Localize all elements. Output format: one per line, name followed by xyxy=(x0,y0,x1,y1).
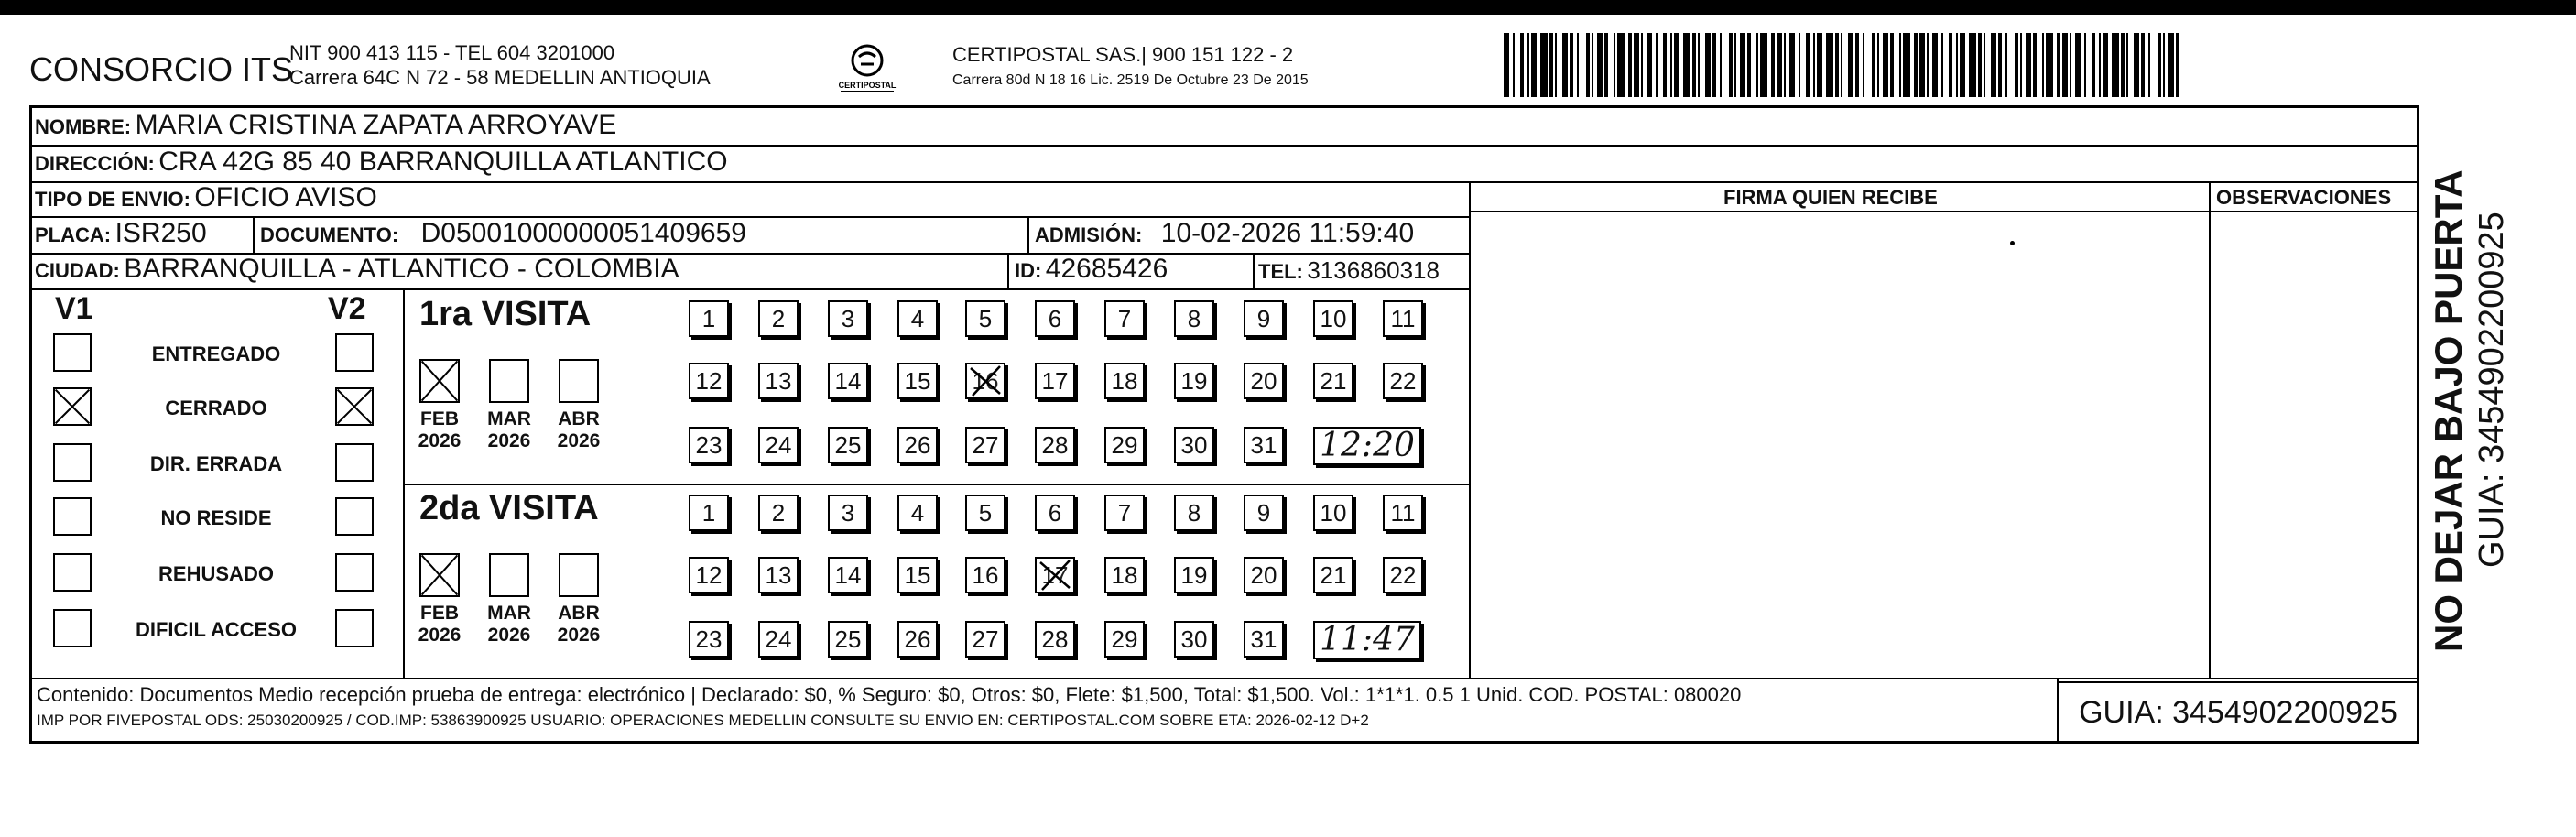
first-visit-day-box[interactable]: 22 xyxy=(1383,363,1423,399)
v1-checkbox[interactable] xyxy=(53,609,92,647)
top-scan-border xyxy=(0,0,2576,15)
second-visit-day-box[interactable]: 18 xyxy=(1104,557,1145,593)
second-visit-day-box[interactable]: 13 xyxy=(758,557,799,593)
first-visit-day-box[interactable]: 9 xyxy=(1244,300,1284,337)
firma-header: FIRMA QUIEN RECIBE xyxy=(1723,186,1938,209)
v1-header: V1 xyxy=(55,291,93,326)
v2-checkbox[interactable] xyxy=(335,443,374,482)
v1-checkbox[interactable] xyxy=(53,497,92,536)
first-visit-month-name: FEB xyxy=(420,408,459,429)
id-row xyxy=(1015,254,1168,285)
direccion-value: CRA 42G 85 40 BARRANQUILLA ATLANTICO xyxy=(158,147,728,177)
first-visit-day-box[interactable]: 21 xyxy=(1313,363,1353,399)
first-visit-day-box[interactable]: 27 xyxy=(965,427,1005,463)
tel-value: 3136860318 xyxy=(1307,256,1440,284)
status-label: REHUSADO xyxy=(158,562,274,585)
first-visit-day-box[interactable]: 6 xyxy=(1035,300,1075,337)
v1-checkbox[interactable] xyxy=(53,443,92,482)
placa-value: ISR250 xyxy=(114,218,207,248)
imp-text: IMP POR FIVEPOSTAL ODS: 25030200925 / COD.IMP: 53863900925 USUARIO: OPERACIONES MEDELLIN CONSULTE SU ENVIO EN: CERTIPOSTAL.COM SOBRE ETA: 2026-02-12 D+2 xyxy=(37,712,1369,729)
first-visit-day-box[interactable]: 19 xyxy=(1174,363,1214,399)
barcode-bar xyxy=(1760,33,1767,97)
second-visit-month-year: 2026 xyxy=(557,625,601,646)
second-visit-handwritten-time: 11:47 xyxy=(1313,621,1421,659)
second-visit-day-box[interactable]: 26 xyxy=(897,621,938,658)
id-value: 42685426 xyxy=(1045,254,1168,284)
company-nit-line: NIT 900 413 115 - TEL 604 3201000 xyxy=(289,41,615,64)
second-visit-day-box[interactable]: 12 xyxy=(689,557,729,593)
documento-value: D05001000000051409659 xyxy=(420,218,746,248)
barcode-bar xyxy=(2112,33,2119,97)
direccion-label: DIRECCIÓN: xyxy=(35,152,155,175)
first-visit-day-box[interactable]: 28 xyxy=(1035,427,1075,463)
footer-divider xyxy=(29,678,2419,679)
first-visit-title: 1ra VISITA xyxy=(419,295,592,333)
barcode-bar xyxy=(1617,33,1625,97)
handwritten-x-mark xyxy=(965,363,1005,399)
barcode-bar xyxy=(1969,33,1976,97)
tel-row xyxy=(1258,256,1440,285)
second-visit-month-checkbox[interactable] xyxy=(419,553,460,597)
id-label: ID: xyxy=(1015,259,1042,282)
placa-row xyxy=(35,218,207,249)
second-visit-day-box[interactable]: 8 xyxy=(1174,495,1214,531)
second-visit-day-box[interactable]: 5 xyxy=(965,495,1005,531)
first-visit-month-label xyxy=(486,408,532,452)
col-divider xyxy=(253,216,255,253)
col-divider xyxy=(2209,181,2211,678)
second-visit-day-box[interactable]: 20 xyxy=(1244,557,1284,593)
first-visit-month-name: ABR xyxy=(558,408,600,429)
first-visit-day-box[interactable]: 4 xyxy=(897,300,938,337)
first-visit-day-box[interactable]: 17 xyxy=(1035,363,1075,399)
status-label: CERRADO xyxy=(165,397,267,419)
visit-divider xyxy=(403,484,1469,485)
first-visit-day-box[interactable]: 30 xyxy=(1174,427,1214,463)
second-visit-month-year: 2026 xyxy=(418,625,462,646)
second-visit-day-box[interactable]: 11 xyxy=(1383,495,1423,531)
second-visit-month-checkbox[interactable] xyxy=(559,553,599,597)
first-visit-month-label xyxy=(556,408,602,452)
v2-checkbox[interactable] xyxy=(335,387,374,426)
first-visit-day-box[interactable]: 7 xyxy=(1104,300,1145,337)
second-visit-day-box[interactable]: 22 xyxy=(1383,557,1423,593)
second-visit-day-box[interactable]: 19 xyxy=(1174,557,1214,593)
direccion-row xyxy=(35,147,728,178)
certipostal-logo xyxy=(835,40,899,97)
second-visit-month-label xyxy=(417,603,462,647)
handwritten-x-mark xyxy=(1035,557,1075,593)
second-visit-day-box[interactable]: 7 xyxy=(1104,495,1145,531)
barcode-bar xyxy=(2150,33,2158,97)
admision-label: ADMISIÓN: xyxy=(1035,223,1143,246)
first-visit-day-box[interactable]: 14 xyxy=(828,363,868,399)
tipo-row xyxy=(35,182,377,213)
second-visit-day-box[interactable]: 27 xyxy=(965,621,1005,658)
col-divider xyxy=(1027,216,1029,253)
company-name: CONSORCIO ITS xyxy=(29,50,294,88)
first-visit-day-box[interactable]: 13 xyxy=(758,363,799,399)
second-visit-day-box[interactable]: 31 xyxy=(1244,621,1284,658)
second-visit-day-box[interactable]: 6 xyxy=(1035,495,1075,531)
first-visit-day-box[interactable]: 16 xyxy=(965,363,1005,399)
v1-checkbox[interactable] xyxy=(53,333,92,372)
certipostal-nit: CERTIPOSTAL SAS.| 900 151 122 - 2 xyxy=(952,43,1294,66)
second-visit-month-label xyxy=(556,603,602,647)
second-visit-day-box[interactable]: 29 xyxy=(1104,621,1145,658)
observaciones-header: OBSERVACIONES xyxy=(2216,186,2392,209)
documento-label: DOCUMENTO: xyxy=(260,223,399,246)
first-visit-day-box[interactable]: 10 xyxy=(1313,300,1353,337)
second-visit-month-year: 2026 xyxy=(487,625,531,646)
first-visit-day-box[interactable]: 12 xyxy=(689,363,729,399)
tel-label: TEL: xyxy=(1258,260,1303,283)
second-visit-day-box[interactable]: 4 xyxy=(897,495,938,531)
first-visit-day-box[interactable]: 31 xyxy=(1244,427,1284,463)
certipostal-logo-icon xyxy=(835,40,899,97)
first-visit-day-box[interactable]: 25 xyxy=(828,427,868,463)
tracking-barcode xyxy=(1504,33,2192,97)
first-visit-day-box[interactable]: 20 xyxy=(1244,363,1284,399)
first-visit-day-box[interactable]: 18 xyxy=(1104,363,1145,399)
first-visit-day-box[interactable]: 11 xyxy=(1383,300,1423,337)
contenido-text: Contenido: Documentos Medio recepción prueba de entrega: electrónico | Declarado: $0, % Seguro: $0, Otros: $0, Flete: $1,500, Total: $1,500. Vol.: 1*1*1. 0.5 1 Unid. COD. POSTAL: 080020 xyxy=(37,683,1742,706)
status-label: ENTREGADO xyxy=(151,342,281,365)
ciudad-value: BARRANQUILLA - ATLANTICO - COLOMBIA xyxy=(124,254,679,284)
second-visit-day-box[interactable]: 17 xyxy=(1035,557,1075,593)
barcode-bar xyxy=(1903,33,1910,97)
first-visit-day-box[interactable]: 1 xyxy=(689,300,729,337)
first-visit-month-label xyxy=(417,408,462,452)
second-visit-day-box[interactable]: 21 xyxy=(1313,557,1353,593)
v2-header: V2 xyxy=(328,291,366,326)
ciudad-label: CIUDAD: xyxy=(35,259,120,282)
first-visit-month-name: MAR xyxy=(487,408,531,429)
second-visit-month-checkbox[interactable] xyxy=(489,553,529,597)
nombre-row xyxy=(35,110,616,141)
company-address-line: Carrera 64C N 72 - 58 MEDELLIN ANTIOQUIA xyxy=(289,66,711,89)
second-visit-month-name: ABR xyxy=(558,603,600,624)
row-divider xyxy=(29,288,1469,290)
first-visit-month-checkbox[interactable] xyxy=(419,359,460,403)
second-visit-day-box[interactable]: 16 xyxy=(965,557,1005,593)
second-visit-title: 2da VISITA xyxy=(419,489,599,527)
status-label: NO RESIDE xyxy=(160,506,272,529)
v2-checkbox[interactable] xyxy=(335,497,374,536)
side-guia-text: GUIA: 3454902200925 xyxy=(2473,212,2511,568)
barcode-bar xyxy=(1683,33,1690,97)
certipostal-info xyxy=(952,42,1309,93)
barcode-bar xyxy=(2007,33,2015,97)
second-visit-day-box[interactable]: 28 xyxy=(1035,621,1075,658)
second-visit-day-box[interactable]: 24 xyxy=(758,621,799,658)
no-dejar-text: NO DEJAR BAJO PUERTA xyxy=(2427,169,2470,652)
first-visit-day-box[interactable]: 23 xyxy=(689,427,729,463)
row-divider xyxy=(29,181,2419,183)
v2-checkbox[interactable] xyxy=(335,553,374,592)
v2-checkbox[interactable] xyxy=(335,333,374,372)
v1-checkbox[interactable] xyxy=(53,387,92,426)
second-visit-month-name: MAR xyxy=(487,603,531,624)
first-visit-handwritten-time: 12:20 xyxy=(1313,427,1421,465)
second-visit-month-label xyxy=(486,603,532,647)
first-visit-month-year: 2026 xyxy=(557,430,601,451)
first-visit-day-box[interactable]: 29 xyxy=(1104,427,1145,463)
first-visit-day-box[interactable]: 8 xyxy=(1174,300,1214,337)
barcode-bar xyxy=(1864,33,1872,97)
row-divider xyxy=(1469,211,2419,212)
ciudad-row xyxy=(35,254,679,285)
tipo-value: OFICIO AVISO xyxy=(194,182,377,212)
second-visit-day-box[interactable]: 2 xyxy=(758,495,799,531)
first-visit-day-box[interactable]: 5 xyxy=(965,300,1005,337)
admision-row xyxy=(1035,218,1414,249)
first-visit-day-box[interactable]: 15 xyxy=(897,363,938,399)
barcode-bar xyxy=(1579,33,1586,97)
guia-box: GUIA: 3454902200925 xyxy=(2057,681,2419,744)
documento-row xyxy=(260,218,746,249)
second-visit-day-box[interactable]: 3 xyxy=(828,495,868,531)
barcode-bar xyxy=(2046,33,2053,97)
first-visit-day-box[interactable]: 24 xyxy=(758,427,799,463)
first-visit-month-checkbox[interactable] xyxy=(489,359,529,403)
second-visit-month-name: FEB xyxy=(420,603,459,624)
first-visit-month-checkbox[interactable] xyxy=(559,359,599,403)
barcode-bar xyxy=(1540,33,1548,97)
tipo-label: TIPO DE ENVIO: xyxy=(35,188,190,211)
col-divider xyxy=(403,288,405,678)
v1-checkbox[interactable] xyxy=(53,553,92,592)
first-visit-month-year: 2026 xyxy=(418,430,462,451)
v2-checkbox[interactable] xyxy=(335,609,374,647)
second-visit-day-box[interactable]: 9 xyxy=(1244,495,1284,531)
nombre-label: NOMBRE: xyxy=(35,115,132,138)
second-visit-day-box[interactable]: 25 xyxy=(828,621,868,658)
form-frame xyxy=(29,105,2419,744)
second-visit-day-box[interactable]: 30 xyxy=(1174,621,1214,658)
status-label: DIFICIL ACCESO xyxy=(135,618,297,641)
nombre-value: MARIA CRISTINA ZAPATA ARROYAVE xyxy=(135,110,617,140)
admision-value: 10-02-2026 11:59:40 xyxy=(1160,218,1415,248)
barcode-bar xyxy=(1826,33,1833,97)
second-visit-day-box[interactable]: 23 xyxy=(689,621,729,658)
first-visit-day-box[interactable]: 3 xyxy=(828,300,868,337)
barcode-bar xyxy=(2179,33,2185,97)
col-divider xyxy=(1253,253,1255,288)
second-visit-day-box[interactable]: 14 xyxy=(828,557,868,593)
second-visit-day-box[interactable]: 10 xyxy=(1313,495,1353,531)
certipostal-address: Carrera 80d N 18 16 Lic. 2519 De Octubre 23 De 2015 xyxy=(952,72,1309,88)
second-visit-day-box[interactable]: 1 xyxy=(689,495,729,531)
placa-label: PLACA: xyxy=(35,223,112,246)
second-visit-day-box[interactable]: 15 xyxy=(897,557,938,593)
status-label: DIR. ERRADA xyxy=(149,452,283,475)
barcode-bar xyxy=(1722,33,1729,97)
col-divider xyxy=(1469,181,1471,678)
first-visit-day-box[interactable]: 26 xyxy=(897,427,938,463)
first-visit-day-box[interactable]: 2 xyxy=(758,300,799,337)
ink-dot xyxy=(2010,241,2015,245)
company-info xyxy=(289,40,711,90)
first-visit-month-year: 2026 xyxy=(487,430,531,451)
logo-text: CERTIPOSTAL xyxy=(838,81,897,90)
col-divider xyxy=(1007,253,1009,288)
